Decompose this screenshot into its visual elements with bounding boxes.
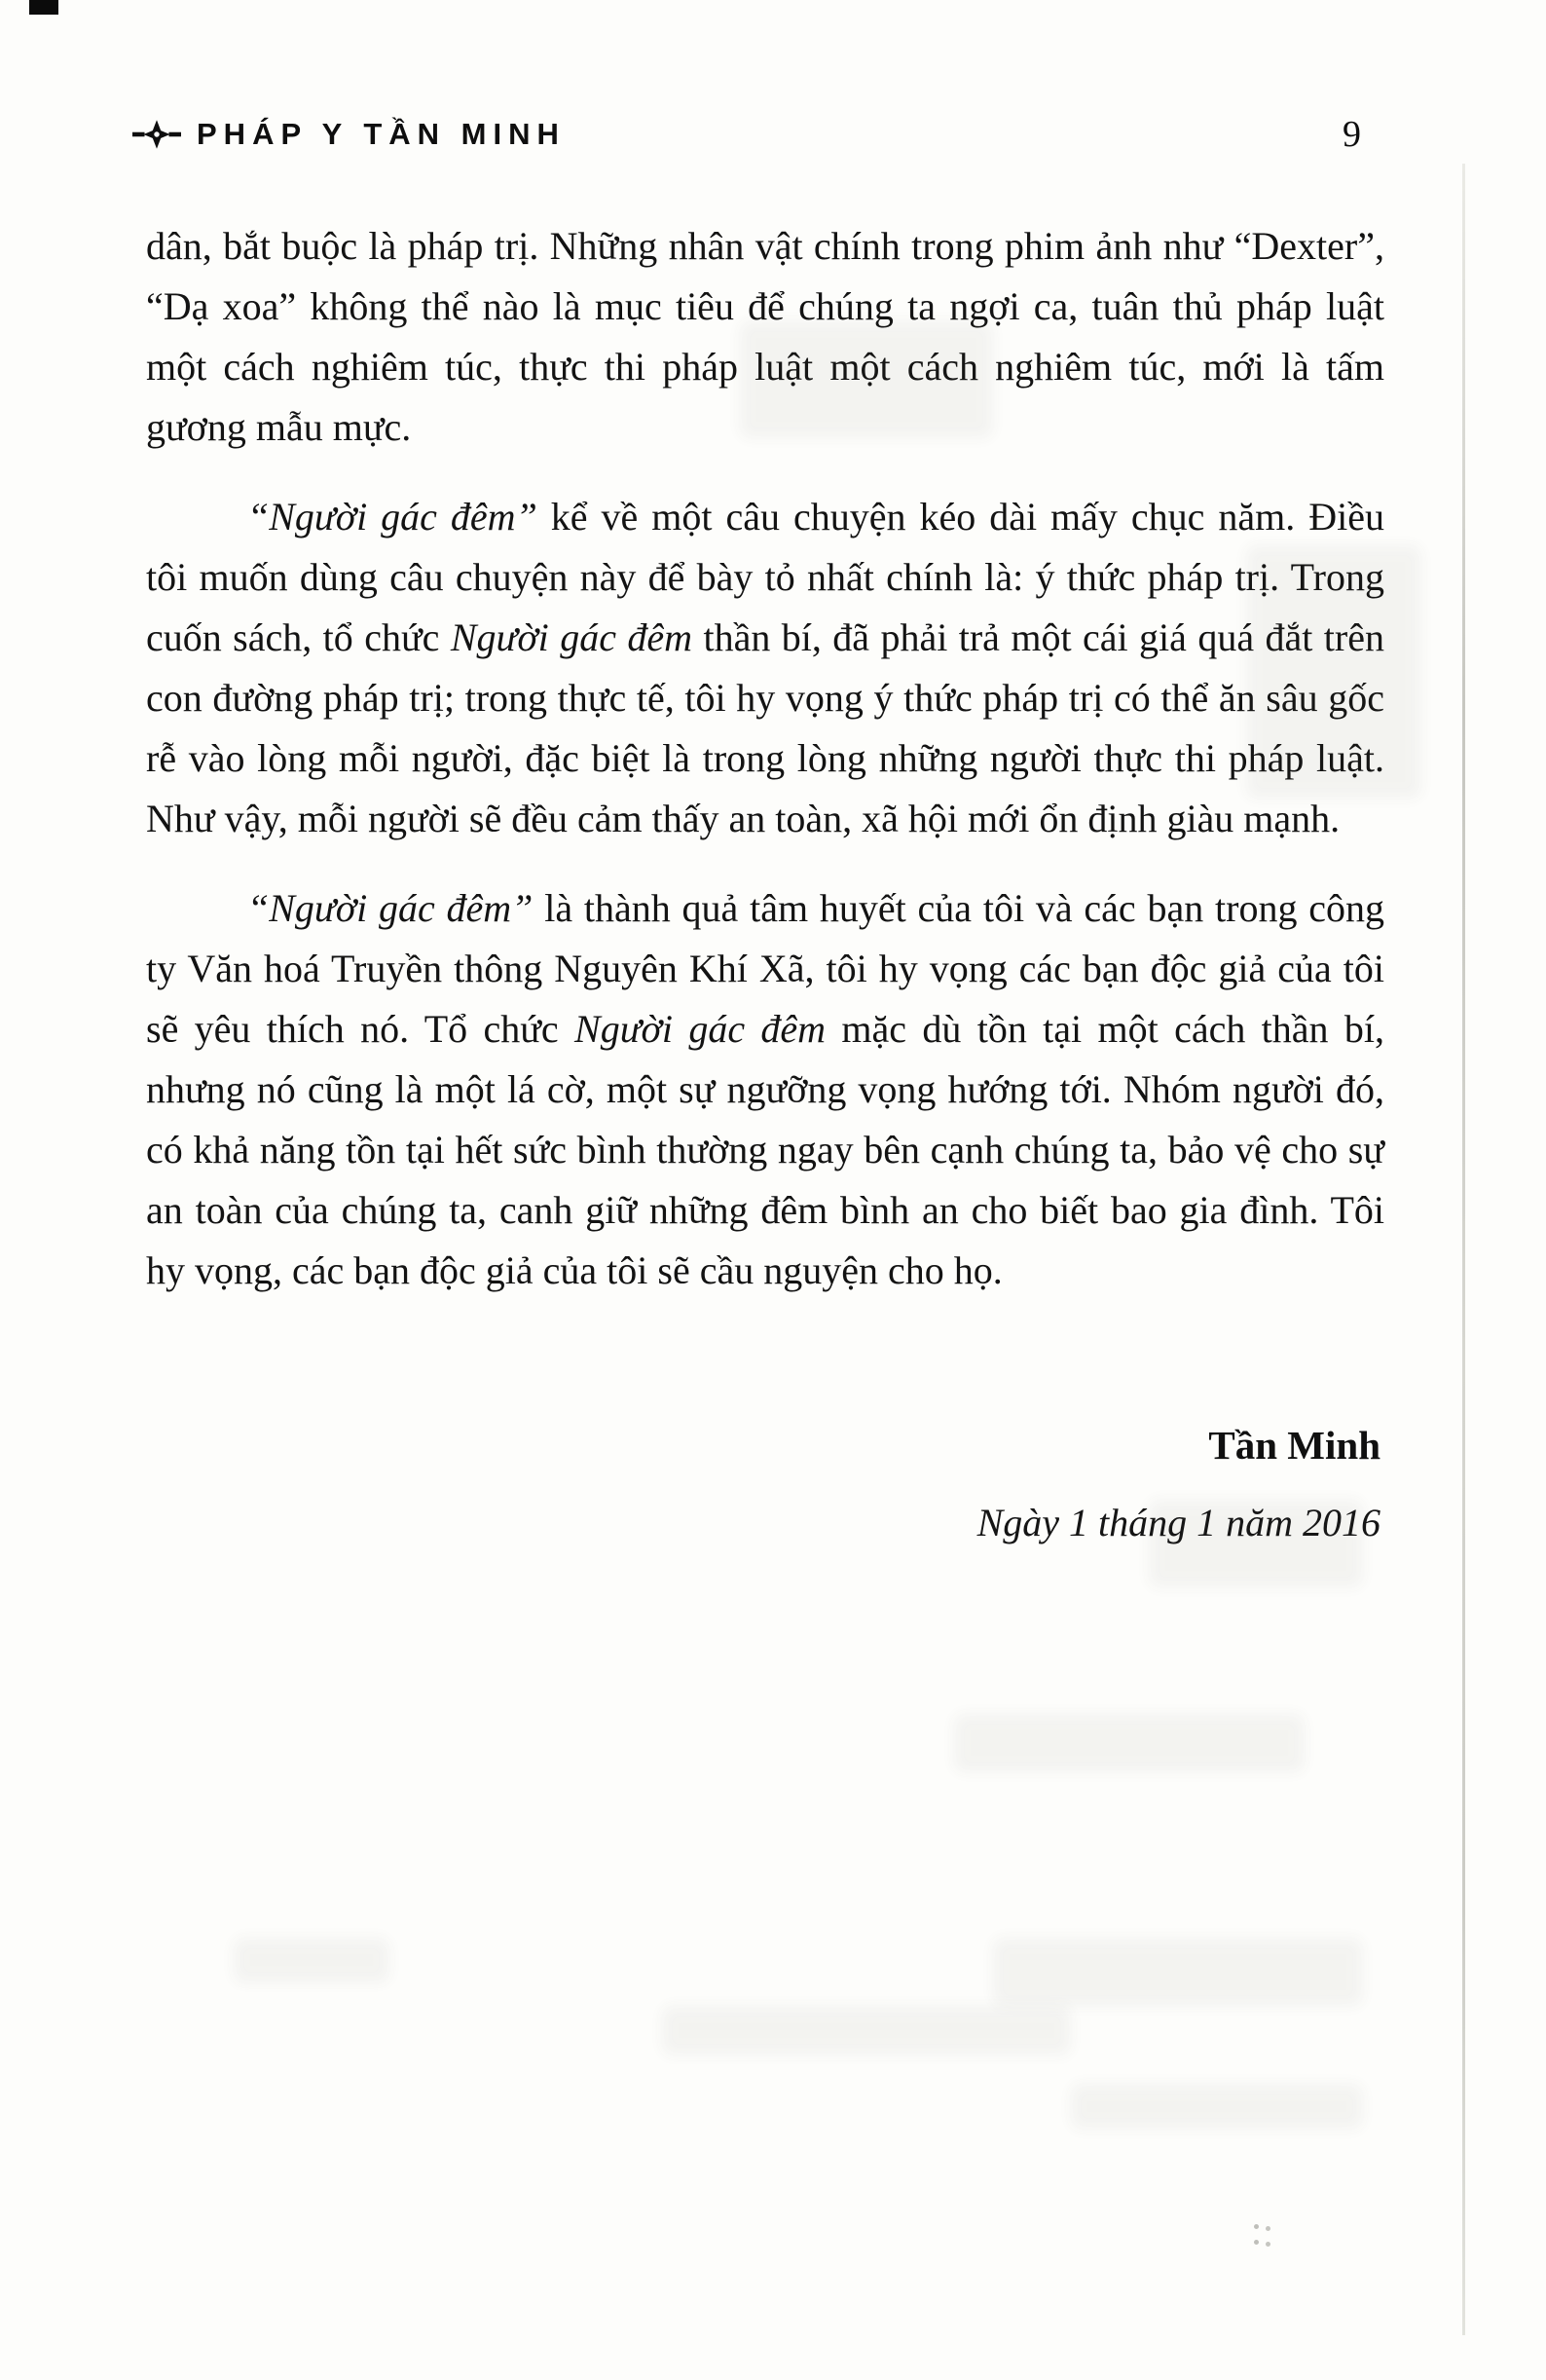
scan-edge-line <box>1462 164 1465 2335</box>
author-signature: Tần Minh <box>1208 1423 1380 1468</box>
bleed-through-ghost <box>1071 2084 1363 2129</box>
running-head <box>132 117 566 152</box>
bleed-through-ghost <box>954 1714 1305 1772</box>
paragraph-continuation: dân, bắt buộc là pháp trị. Những nhân vật chính trong phim ảnh như “Dexter”, “Dạ xoa” không thể nào là mục tiêu để chúng ta ngợi ca, tuân thủ pháp luật một cách nghiêm túc, thực thi pháp luật một cách nghiêm túc, mới là tấm gương mẫu mực. <box>146 224 1384 449</box>
bleed-through-ghost <box>234 1938 389 1983</box>
bleed-through-ghost <box>740 321 993 438</box>
bleed-through-ghost <box>1149 1500 1363 1587</box>
scan-speck-dots <box>1254 2224 1259 2229</box>
bleed-through-ghost <box>993 1938 1363 2006</box>
four-point-star-icon <box>132 120 181 149</box>
bleed-through-ghost <box>662 2006 1071 2055</box>
scan-corner-mark <box>29 0 58 15</box>
page-header <box>0 113 1546 156</box>
paragraph: “Người gác đêm” kể về một câu chuyện kéo dài mấy chục năm. Điều tôi muốn dùng câu chuyện này để bày tỏ nhất chính là: ý thức pháp trị. Trong cuốn sách, tổ chức Người gác đêm thần bí, đã phải trả một cái giá quá đắt trên con đường pháp trị; trong thực tế, tôi hy vọng ý thức pháp trị có thể ăn sâu gốc rễ vào lòng mỗi người, đặc biệt là trong lòng những người thực thi pháp luật. Như vậy, mỗi người sẽ đều cảm thấy an toàn, xã hội mới ổn định giàu mạnh. <box>146 495 1384 840</box>
date-line: Ngày 1 tháng 1 năm 2016 <box>976 1501 1380 1544</box>
paragraph: “Người gác đêm” là thành quả tâm huyết của tôi và các bạn trong công ty Văn hoá Truyền thông Nguyên Khí Xã, tôi hy vọng các bạn độc giả của tôi sẽ yêu thích nó. Tổ chức Người gác đêm mặc dù tồn tại một cách thần bí, nhưng nó cũng là một lá cờ, một sự ngưỡng vọng hướng tới. Nhóm người đó, có khả năng tồn tại hết sức bình thường ngay bên cạnh chúng ta, bảo vệ cho sự an toàn của chúng ta, canh giữ những đêm bình an cho biết bao gia đình. Tôi hy vọng, các bạn độc giả của tôi sẽ cầu nguyện cho họ. <box>146 886 1385 1292</box>
bleed-through-ghost <box>1246 545 1421 799</box>
book-series-title: PHÁP Y TẦN MINH <box>197 117 566 151</box>
page-number: 9 <box>1343 114 1361 155</box>
